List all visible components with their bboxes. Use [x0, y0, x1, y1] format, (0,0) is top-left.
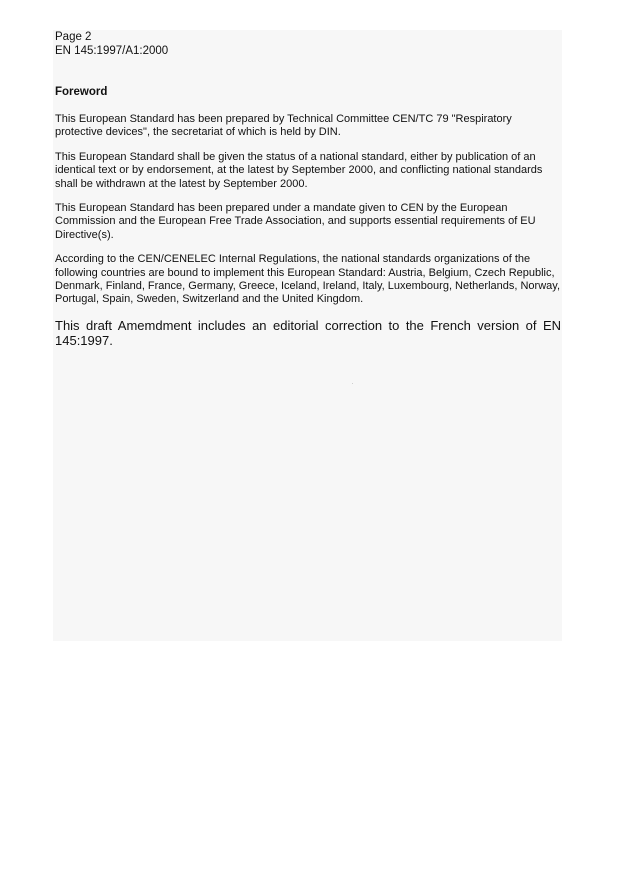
foreword-paragraph-4: According to the CEN/CENELEC Internal Regulations, the national standards organizations of the following countries are bound to implement this European Standard: Austria, Belgium, Czech Republic, Denmark, Finland, France, Germany, Greece, Iceland, Ireland, Italy, Luxembourg, Netherlands, Norway, Portugal, Spain, Sweden, Switzerland and the United Kingdom. [55, 253, 561, 306]
stray-mark [352, 383, 353, 384]
foreword-paragraph-1: This European Standard has been prepared by Technical Committee CEN/TC 79 "Respiratory protective devices", the secretariat of which is held by DIN. [55, 113, 512, 139]
document-page [55, 30, 561, 359]
foreword-paragraph-3: This European Standard has been prepared under a mandate given to CEN by the European Commission and the European Free Trade Association, and supports essential requirements of EU Directive(s). [55, 202, 536, 241]
foreword-paragraph-5: This draft Amemdment includes an editorial correction to the French version of EN 145:1997. [55, 317, 561, 348]
page-number: Page 2 [55, 31, 92, 43]
section-heading-foreword: Foreword [55, 86, 108, 98]
foreword-paragraph-2: This European Standard shall be given the status of a national standard, either by publication of an identical text or by endorsement, at the latest by September 2000, and conflicting national standards shall be withdrawn at the latest by September 2000. [55, 150, 543, 190]
document-identifier: EN 145:1997/A1:2000 [55, 45, 169, 57]
